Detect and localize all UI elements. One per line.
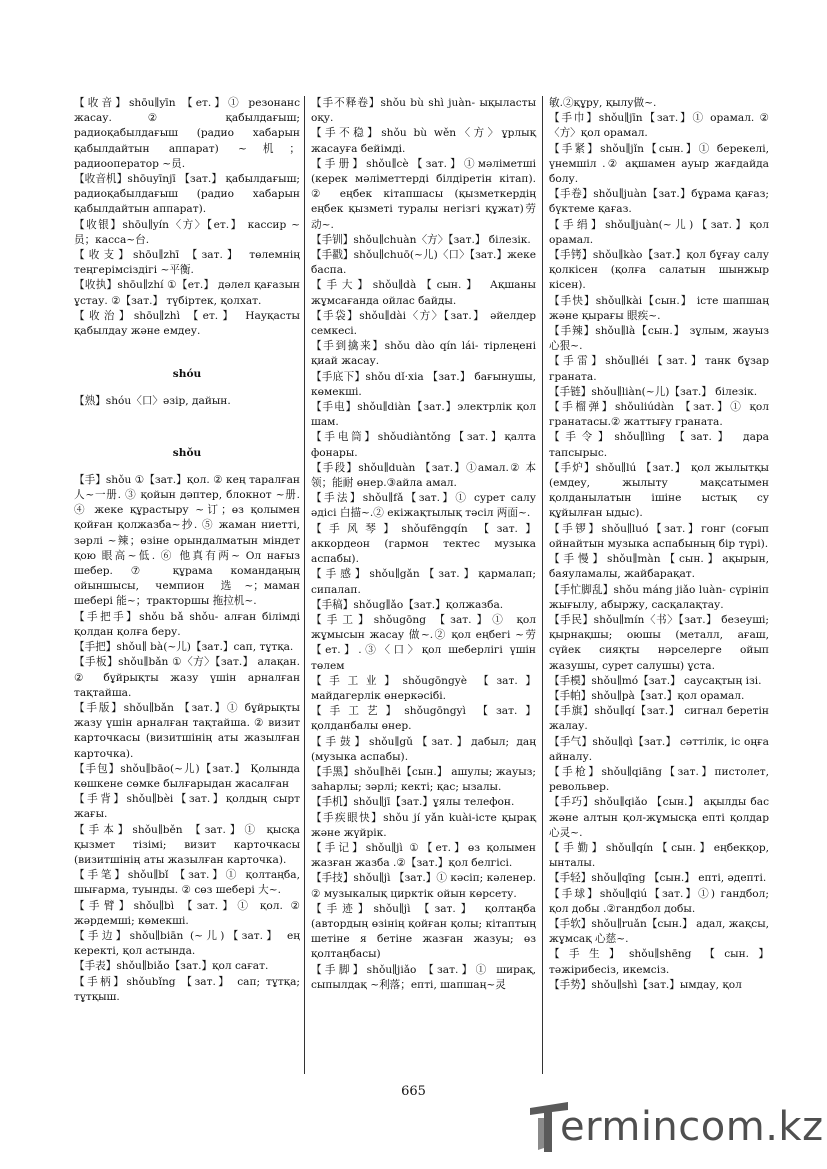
dictionary-entry: 【手】shǒu ①【зат.】қол. ② кең таралған 人~一册. ③ қойын дәптер, блокнот ~册. ④ жеке құрастыру ~订；өз қолымен қойған қолжазба~抄. ⑤ жаман ниетті, зәрлі ~辣；өзіне орындалматын міндет қою 眼高~低. ⑥ 他真有两~ Ол нағыз шебер. ⑦ құрама командаңың ойыншысы, чемпион 选~；маман шебері 能~；тракторшы 拖拉机~. <box>74 473 300 608</box>
dictionary-entry: 【手法】shǒu∥fǎ【зат.】① сурет салу әдісі 白描~.② екіжақтылық тәсіл 两面~. <box>311 492 536 520</box>
dictionary-entry: 【手卷】shǒu∥juàn【зат.】бұрама қағаз; бүктеме қағаз. <box>549 188 769 216</box>
dictionary-entry: 【手炉】shǒu∥lú 【зат.】 қол жылытқы (емдеу, жылыту мақсатымен қолданылатын ішіне ыстық су құйылған ыдыс). <box>549 461 769 520</box>
dictionary-entry: 【手版】shǒu∥bǎn 【зат.】① бұйрықты жазу үшін арналған тақтайша. ② визит карточкасы (визитшінің аты жазылған карточка). <box>74 701 300 760</box>
dictionary-entry: 【手民】shǒu∥mín〈书〉【зат.】 безеуші; қырнақшы; оюшы (металл, ағаш, сүйек сияқты нәрселерге ойып жазушы, сурет салушы) ұста. <box>549 613 769 672</box>
column-middle <box>311 96 536 993</box>
column-left <box>74 96 300 1005</box>
dictionary-entry: 【收执】shōu∥zhí ①【ет.】 дәлел қағазын ұстау. ②【зат.】 түбіртек, қолхат. <box>74 279 300 307</box>
dictionary-entry: 【手技】shǒu∥jì 【зат.】① кәсіп; кәленер. ② музыкалық цирктік ойын көрсету. <box>311 872 536 900</box>
page-number: 665 <box>401 1084 426 1099</box>
dictionary-entry: 【手柄】shǒubǐng 【зат.】 сап; тұтқа; тұтқыш. <box>74 975 300 1003</box>
dictionary-entry: 【手钏】shǒu∥chuàn〈方〉【зат.】 білезік. <box>311 233 531 246</box>
dictionary-entry: 【手把】shǒu∥ bà(~儿)【зат.】сап, тұтқа. <box>74 641 294 654</box>
dictionary-entry: 【手紧】shǒu∥jǐn【сын.】① берекелі, үнемшіл .② ақшамен ауыр жағдайда болу. <box>549 142 769 186</box>
dictionary-entry: 【手模】shǒu∥mó【зат.】 саусақтың ізі. <box>549 674 762 687</box>
dictionary-entry: 【手脚】shǒu∥jiǎo 【зат.】① ширақ, сыпылдақ ~利落；епті, шапшаң~灵 <box>311 963 536 991</box>
dictionary-entry: 【收治】shōu∥zhì 【ет.】 Науқасты қабылдау және емдеу. <box>74 309 300 338</box>
dictionary-entry: 【手板】shǒu∥bǎn ①〈方〉【зат.】 алақан. ② бұйрықты жазу үшін арналған тақтайша. <box>74 656 300 699</box>
dictionary-entry: 【手记】shǒu∥jì ①【ет.】өз қолымен жазған жазба .②【зат.】қол белгісі. <box>311 841 536 870</box>
dictionary-entry: 【收支】shōu∥zhī 【зат.】 төлемнің теңгерімсіздігі ~平衡. <box>74 249 300 277</box>
dictionary-entry: 【收音机】shōuyīnjī 【зат.】 қабылдағыш; радиоқабылдағыш (радио хабарын қабылдайтын аппарат). <box>74 173 300 216</box>
dictionary-entry: 【手勤】shǒu∥qín【сын.】еңбекқор, ынталы. <box>549 841 769 870</box>
dictionary-entry: 【手慢】shǒu∥màn【сын.】ақырын, баяуламалы, жайбарақат. <box>549 553 769 581</box>
dictionary-entry: 【手包】shǒu∥bāo(~儿)【зат.】 Қолында көшкене сөмке былғарыдан жасалған <box>74 762 300 790</box>
dictionary-entry: 【手帕】shǒu∥pà【зат.】қол орамал. <box>549 689 745 702</box>
dictionary-entry: 【手雷】shǒu∥léi【зат.】танк бұзар граната. <box>549 355 769 383</box>
column-divider <box>304 96 305 1074</box>
logo-text: ermincom.kz <box>560 1104 824 1150</box>
section-heading: shóu <box>172 368 202 381</box>
dictionary-entry: 【手疾眼快】shǒu jí yǎn kuài-істе қырақ және жүйрік. <box>311 811 536 839</box>
dictionary-entry: 【手底下】shǒu dǐ·xia 【зат.】 бағынушы, көмекші. <box>311 370 536 398</box>
dictionary-entry: 【手令】shǒu∥lìng 【зат.】 дара тапсырыс. <box>549 431 769 459</box>
dictionary-entry: 【手本】shǒu∥běn 【зат.】① қысқа қызмет тізімі; визит карточкасы (визитшінің аты жазылған карточка). <box>74 823 300 866</box>
dictionary-entry: 【手不释卷】shǒu bù shì juàn- ықыласты оқу. <box>311 97 536 125</box>
dictionary-entry: 【手巧】shǒu∥qiǎo 【сын.】 ақылды бас және алтын қол-жұмысқа епті қолдар 心灵~. <box>549 796 769 839</box>
dictionary-entry: 【手工】shǒugōng 【зат.】① қол жұмысын жасау 做~.② қол еңбегі ~劳【ет.】.③〈口〉қол шеберлігі үшін төлем <box>311 613 536 672</box>
dictionary-entry: 【手稿】shǒug∥ǎo【зат.】қолжазба. <box>311 598 504 611</box>
dictionary-entry: 【手忙脚乱】shǒu máng jiǎo luàn- сүрініп жығылу, абыржу, сасқалақтау. <box>549 583 769 611</box>
dictionary-entry: 【手迹】shǒu∥jì 【зат.】 қолтаңба (автордың өзінің қойған қолы; кітаптың шетіне я бетіне жазған жазуы; өз қолтаңбасы) <box>311 902 536 961</box>
dictionary-entry: 【手到擒来】shǒu dào qín lái- тірлеңені қиай жасау. <box>311 340 536 368</box>
dictionary-entry: 【收银】shōu∥yín〈方〉【ет.】 кассир ~员；касса~台. <box>74 218 300 246</box>
dictionary-entry: 【手榴弹】shǒuliúdàn 【зат.】① қол гранатасы.② жаттығу граната. <box>549 401 769 429</box>
dictionary-entry: 【手段】shǒu∥duàn 【зат.】①амал.② 本领；能耐 өнер.③айла амал. <box>311 461 536 490</box>
dictionary-entry: 【手球】shǒu∥qiú【зат.】①) гандбол; қол добы .②гандбол добы. <box>549 887 769 915</box>
dictionary-entry: 【熟】shóu〈口〉әзір, дайын. <box>74 395 231 408</box>
dictionary-entry: 【手表】shǒu∥biǎo【зат.】қол сағат. <box>74 960 269 973</box>
dictionary-entry: 【手笔】shǒu∥bǐ 【зат.】① қолтаңба, шығарма, туынды. ② сөз шебері 大~. <box>74 869 300 897</box>
dictionary-entry: 【手旗】shǒu∥qí【зат.】 сигнал беретін жалау. <box>549 705 769 733</box>
dictionary-entry: 【手背】shǒu∥bèi【зат.】қолдың сырт жағы. <box>74 793 300 821</box>
dictionary-entry: 敏.②құру, қылу做~. <box>549 97 657 109</box>
dictionary-entry: 【手巾】shǒu∥jīn【зат.】① орамал. ②〈方〉қол орамал. <box>549 112 769 140</box>
site-logo[interactable] <box>524 1098 824 1156</box>
dictionary-entry: 【手电】shǒu∥diàn【зат.】электрлік қол шам. <box>311 401 536 429</box>
dictionary-entry: 【手机】shǒu∥jī【зат.】ұялы телефон. <box>311 796 515 809</box>
dictionary-entry: 【手电筒】shǒudiàntǒng【зат.】қалта фонары. <box>311 431 536 459</box>
dictionary-entry: 【手工业】shǒugōngyè 【зат.】 майдагерлік өнеркәсібі. <box>311 674 536 702</box>
dictionary-entry: 【手快】shǒu∥kài【сын.】 істе шапшаң және қырағы 眼疾~. <box>549 294 769 322</box>
dictionary-entry: 【手袋】shǒu∥dài〈方〉【зат.】 әйелдер семкесі. <box>311 309 536 338</box>
dictionary-entry: 【手势】shǒu∥shì【зат.】ымдау, қол <box>549 978 742 991</box>
dictionary-entry: 【手工艺】shǒugōngyì 【зат.】 қолданбалы өнер. <box>311 705 536 733</box>
dictionary-entry: 【手铐】shǒu∥kào【зат.】қол бұғау салу қолкісен (қолға салатын шынжыр кісен). <box>549 249 769 292</box>
dictionary-entry: 【手边】shǒu∥biān (~儿)【зат.】 ең керекті, қол астында. <box>74 929 300 958</box>
dictionary-entry: 【手鼓】shǒu∥gǔ【зат.】дабыл; даң (музыка аспабы). <box>311 735 536 763</box>
dictionary-entry: 【手戳】shǒu∥chuō(~儿)〈口〉【зат.】жеке баспа. <box>311 249 536 277</box>
dictionary-entry: 【手绢】shǒu∥juàn(~儿)【зат.】қол орамал. <box>549 218 769 246</box>
dictionary-entry: 【手轻】shǒu∥qīng 【сын.】 епті, әдепті. <box>549 872 767 885</box>
dictionary-entry: 【手感】shǒu∥gǎn【зат.】қармалап; сипалап. <box>311 568 536 596</box>
dictionary-entry: 【收音】shōu∥yīn 【ет.】① резонанс жасау. ② қабылдағыш; радиоқабылдағыш (радио хабарын қабылдайтын аппарат) ~机；радиооператор ~员. <box>74 97 300 170</box>
dictionary-entry: 【手生】shǒu∥shēng 【сын.】 тәжірибесіз, икемсіз. <box>549 948 769 976</box>
dictionary-entry: 【手把手】shǒu bǎ shǒu- алған білімді қолдан қолға беру. <box>74 610 300 638</box>
dictionary-entry: 【手枪】shǒu∥qiāng【зат.】пистолет, револьвер. <box>549 765 769 794</box>
section-heading: shǒu <box>172 446 202 459</box>
dictionary-entry: 【手辣】shǒu∥là【сын.】 зұлым, жауыз 心狠~. <box>549 325 769 353</box>
dictionary-entry: 【手臂】shǒu∥bì 【зат.】① қол. ② жәрдемші; көмекші. <box>74 899 300 927</box>
dictionary-entry: 【手锣】shǒu∥luó【зат.】гонг (соғып ойнайтын музыка аспабының бір түрі). <box>549 522 769 550</box>
dictionary-entry: 【手大】shǒu∥dà【сын.】 Ақшаны жұмсағанда ойлас байды. <box>311 279 536 307</box>
column-divider <box>542 96 543 1074</box>
column-right <box>549 96 769 993</box>
dictionary-entry: 【手黑】shǒu∥hēi【сын.】 ашулы; жауыз; заһарлы; зәрлі; кекті; қас; ызалы. <box>311 765 536 794</box>
dictionary-entry: 【手软】shǒu∥ruǎn【сын.】 адал, жақсы, жұмсақ 心慈~. <box>549 917 769 946</box>
dictionary-entry: 【手气】shǒu∥qì【зат.】 сәттілік, іс оңға айналу. <box>549 735 769 763</box>
dictionary-entry: 【手不稳】shǒu bù wěn〈方〉ұрлық жасауға бейімді. <box>311 127 536 155</box>
dictionary-entry: 【手链】shǒu∥liàn(~儿)【зат.】 білезік. <box>549 385 758 398</box>
dictionary-entry: 【手册】shǒu∥cè【зат.】①мәліметші (керек мәліметтерді білдіретін кітап). ② еңбек кітапшасы (қызметкердің еңбек қызметі туралы негізгі құжат)劳动~. <box>311 157 536 231</box>
dictionary-entry: 【手风琴】shǒufēngqín 【зат.】 аккордеон (гармон тектес музыка аспабы). <box>311 522 536 566</box>
